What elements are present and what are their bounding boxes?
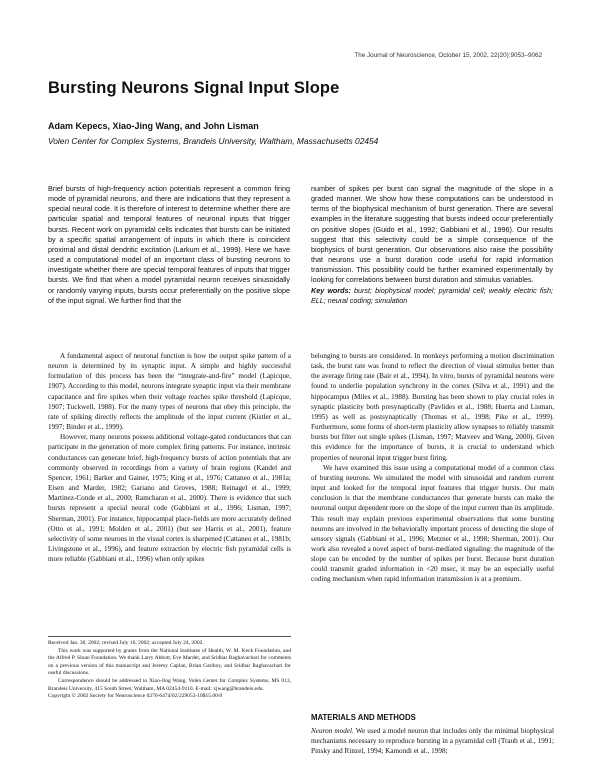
methods-text: We used a model neuron that includes only the minimal biophysical mechanisms necessary to reproduce bursting in a pyramidal cell (Traub et al., 1991; Pinsky and Rinzel, 1994; Kamondi et al., 1998; xyxy=(311,727,554,756)
abstract-column-left xyxy=(48,184,290,306)
methods-subheading: Neuron model. xyxy=(311,727,354,735)
body-paragraph: We have examined this issue using a computational model of a common class of bursting neurons. We simulated the model with sinusoidal and random current input and looked for the temporal input features that trigger bursts. Our main conclusion is that the membrane conductances that generate bursts can make the neuronal output dependent more on the slope of the input current than its amplitude. This result may explain previous experimental observations that some bursting neurons are involved in the behaviorally important process of detecting the slope of sensory signals (Gabbiani et al., 1996; Metzner et al., 1998; Sherman, 2001). Our work also revealed a novel aspect of burst-mediated signaling: the magnitude of the slope can be encoded by the number of spikes per burst. Because burst duration could transmit graded information in <20 msec, it may be an especially useful coding mechanism when rapid information transmission is at a premium. xyxy=(311,463,554,584)
footnote-received: Received Jan. 30, 2002; revised July 16, 2002; accepted July 24, 2002. xyxy=(48,640,204,646)
keywords-text: burst; biophysical model; pyramidal cell; weakly electric fish; ELL; neural coding; simulation xyxy=(311,285,553,305)
author-list: Adam Kepecs, Xiao-Jing Wang, and John Lisman xyxy=(48,121,259,131)
affiliation: Volen Center for Complex Systems, Brandeis University, Waltham, Massachusetts 02454 xyxy=(48,136,379,146)
body-paragraph: A fundamental aspect of neuronal function is how the output spike pattern of a neuron is determined by its synaptic input. A simple and highly successful formulation of this process has been the “integrate-and-fire” model (Lapicque, 1907). According to this model, neurons integrate synaptic input via their membrane capacitance and fire spikes when their voltage reaches spike threshold (Lapicque, 1907; Tuckwell, 1988). For the many types of neurons that obey this principle, the rate of spiking directly reflects the amplitude of the input current (Kistler et al., 1997; Binder et al., 1999). xyxy=(48,352,291,432)
body-paragraph: belonging to bursts are considered. In monkeys performing a motion discrimination task, the burst rate was found to reflect the direction of visual stimulus better than the average firing rate (Bair et al., 1994). In vitro, bursts of pyramidal neurons were found to underlie population synchrony in the cortex (Silva et al., 1991) and the hippocampus (Miles et al., 1988). Bursting has been shown to play crucial roles in synaptic plasticity both presynaptically (Pavlides et al., 1988; Huerta and Lisman, 1995) as well as postsynaptically (Thomas et al., 1998; Pike et al., 1999). Furthermore, some forms of short-term plasticity allow synapses to reliably transmit bursts but filter out single spikes (Lisman, 1997; Matveev and Wang, 2000). Given this evidence for the importance of bursts, it is crucial to understand which properties of neuronal input trigger burst firing. xyxy=(311,352,554,462)
footnote-divider xyxy=(48,636,291,637)
footnotes xyxy=(48,640,291,701)
journal-header: The Journal of Neuroscience, October 15, 2002, 22(20):9053–9062 xyxy=(354,52,542,59)
body-column-right xyxy=(311,351,554,585)
keywords-label: Key words: xyxy=(311,285,351,295)
section-heading-methods: MATERIALS AND METHODS xyxy=(311,713,416,722)
abstract-column-right xyxy=(311,184,553,306)
footnote-correspondence: Correspondence should be addressed to Xiao-Jing Wang, Volen Center for Complex Systems, MS 013, Brandeis University, 415 South Street, Waltham, MA 02454-9110. E-mail: xjwang@brandeis.edu. xyxy=(48,677,291,692)
methods-paragraph xyxy=(311,726,554,756)
abstract-text-left: Brief bursts of high-frequency action potentials represent a common firing mode of pyramidal neurons, and there are indications that they represent a special neural code. It is therefore of interest to determine whether there are particular spatial and temporal features of neuronal inputs that trigger bursts. Recent work on pyramidal cells indicates that bursts can be initiated by a specific spatial arrangement of inputs in which there is coincident proximal and distal dendritic excitation (Larkum et al., 1999). Here we have used a computational model of an important class of bursting neurons to investigate whether there are special temporal features of inputs that trigger bursts. We find that when a model pyramidal neuron receives sinusoidally or randomly varying inputs, bursts occur preferentially on the positive slope of the input signal. We further find that the xyxy=(48,184,290,305)
body-paragraph: However, many neurons possess additional voltage-gated conductances that can participate in the generation of more complex firing patterns. For instance, intrinsic conductances can generate brief, high-frequency bursts of action potentials that are commonly observed in recordings from a variety of brain regions (Kandel and Spencer, 1961; Barker and Gainer, 1975; King et al., 1976; Cattaneo et al., 1981a; Eisen and Marder, 1982; Gariano and Groves, 1988; Reinagel et al., 1999; Martinez-Conde et al., 2000; Ramcharan et al., 2000). There is evidence that such bursts represent a special neural code (Gabbiani et al., 1996; Lisman, 1997; Sherman, 2001). For instance, hippocampal place-fields are more accurately defined (Otto et al., 1991; Molden et al., 2001) (but see Harris et al., 2001), feature selectivity of some neurons in the visual cortex is sharpened (Cattaneo et al., 1981b; Livingstone et al., 1996), and feature extraction by electric fish pyramidal cells is more reliable (Gabbiani et al., 1996) when only spikes xyxy=(48,433,291,564)
keywords xyxy=(311,286,553,306)
footnote-copyright: Copyright © 2002 Society for Neuroscience 0270-6474/02/229053-10$15.00/0 xyxy=(48,693,223,700)
paper-title: Bursting Neurons Signal Input Slope xyxy=(48,79,340,97)
footnote-funding: This work was supported by grants from the National Institutes of Health, W. M. Keck Foundation, and the Alfred P. Sloan Foundation. We thank Larry Abbott, Eve Marder, and Sridhar Raghavachari for comments on a previous version of this manuscript and Jeremy Caplan, Brian Gariboy, and Sridhar Raghavachari for useful discussions. xyxy=(48,647,291,677)
body-column-left xyxy=(48,351,291,564)
abstract-text-right: number of spikes per burst can signal the magnitude of the slope in a graded manner. We show how these computations can be understood in terms of the biophysical mechanism of burst generation. There are several examples in the literature suggesting that bursts indeed occur preferentially on positive slopes (Guido et al., 1992; Gabbiani et al., 1996). Our results suggest that this selectivity could be a simple consequence of the biophysics of burst generation. Our observations also raise the possibility that neurons use a burst duration code useful for rapid information transmission. This possibility could be further examined experimentally by looking for correlations between burst duration and stimulus variables. xyxy=(311,184,553,285)
